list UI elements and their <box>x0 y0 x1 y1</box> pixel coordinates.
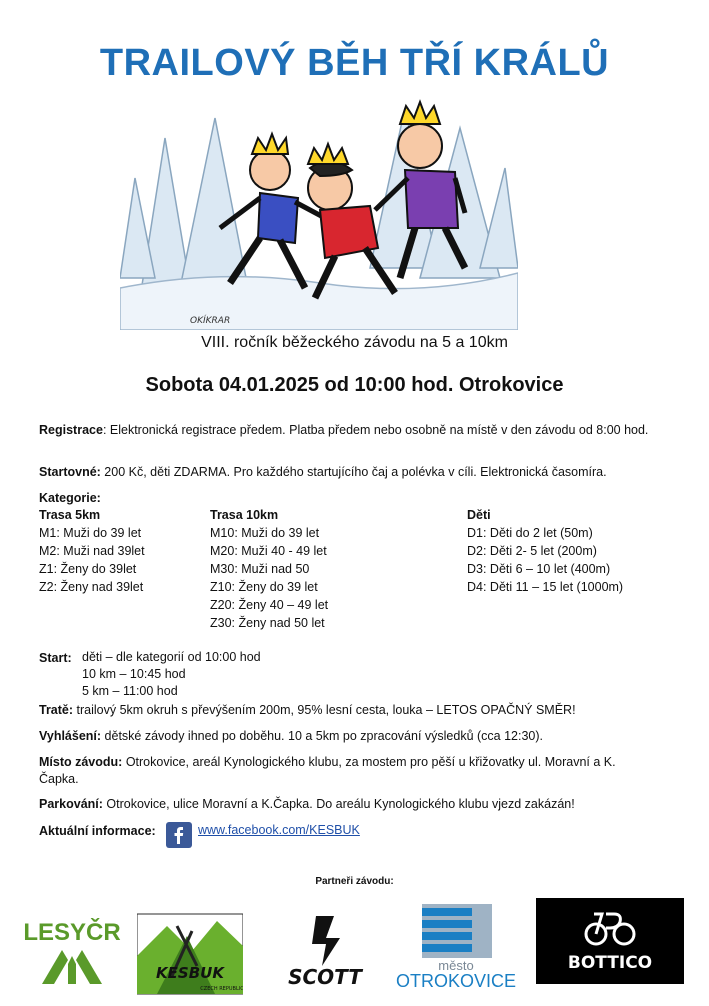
start-time-line: děti – dle kategorií od 10:00 hod <box>82 650 261 664</box>
bottico-logo[interactable] <box>536 898 684 984</box>
start-times <box>82 649 482 700</box>
category-column-head: Trasa 10km <box>210 508 279 522</box>
awards-label: Vyhlášení: <box>39 729 102 743</box>
parking-paragraph <box>39 796 669 813</box>
category-item: Z30: Ženy nad 50 let <box>210 616 325 630</box>
facebook-icon[interactable] <box>166 822 192 848</box>
date-location-line: Sobota 04.01.2025 od 10:00 hod. Otrokovice <box>145 374 564 396</box>
facebook-link[interactable]: www.facebook.com/KESBUK <box>198 823 360 837</box>
three-kings-illustration <box>120 98 518 330</box>
kesbuk-text: KESBUK <box>156 964 224 982</box>
illustration-svg <box>120 98 518 330</box>
category-item: M1: Muži do 39 let <box>39 526 142 540</box>
info-label-block <box>39 823 169 840</box>
kesbuk-logo[interactable] <box>137 896 243 996</box>
category-item: M2: Muži nad 39let <box>39 544 145 558</box>
info-label: Aktuální informace: <box>39 824 156 838</box>
lesy-cr-text: LESYČR <box>23 919 121 946</box>
category-item: D3: Děti 6 – 10 let (400m) <box>467 562 611 576</box>
edition-subtitle: VIII. ročník běžeckého závodu na 5 a 10km <box>201 334 508 351</box>
route-paragraph <box>39 702 669 719</box>
category-item: D4: Děti 11 – 15 let (1000m) <box>467 580 624 594</box>
bottico-text: BOTTICO <box>567 953 653 973</box>
lesy-cr-logo[interactable] <box>18 896 126 996</box>
start-label: Start: <box>39 651 72 665</box>
fee-text: 200 Kč, děti ZDARMA. Pro každého startujícího čaj a polévka v cíli. Elektronická časomíra. <box>100 465 607 479</box>
category-column-5km <box>39 506 204 596</box>
start-time-line: 5 km – 11:00 hod <box>82 684 178 698</box>
category-item: D2: Děti 2- 5 let (200m) <box>467 544 597 558</box>
awards-text: dětské závody ihned po doběhu. 10 a 5km po zpracování výsledků (cca 12:30). <box>101 729 543 743</box>
registration-paragraph <box>39 422 669 439</box>
categories-label: Kategorie: <box>39 491 101 505</box>
fee-label: Startovné: <box>39 465 101 479</box>
otrokovice-logo[interactable] <box>396 896 520 996</box>
fee-paragraph <box>39 464 669 481</box>
registration-text: : Elektronická registrace předem. Platba předem nebo osobně na místě v den závodu od 8:00 hod. <box>102 423 649 437</box>
route-label: Tratě: <box>39 703 74 717</box>
parking-text: Otrokovice, ulice Moravní a K.Čapka. Do areálu Kynologického klubu vjezd zakázán! <box>102 797 575 811</box>
scott-text: SCOTT <box>288 965 362 989</box>
registration-label: Registrace <box>39 423 103 437</box>
category-item: M10: Muži do 39 let <box>210 526 320 540</box>
otrokovice-name: OTROKOVICE <box>396 971 517 991</box>
category-column-10km <box>210 506 410 632</box>
category-item: Z1: Ženy do 39let <box>39 562 137 576</box>
parking-label: Parkování: <box>39 797 103 811</box>
illustrator-signature: OKÍKRAR <box>190 316 231 326</box>
otrokovice-town-word: město <box>438 958 474 973</box>
category-item: M30: Muži nad 50 <box>210 562 310 576</box>
category-column-head: Děti <box>467 508 491 522</box>
category-item: M20: Muži 40 - 49 let <box>210 544 327 558</box>
partners-label: Partneři závodu: <box>315 876 394 887</box>
route-text: trailový 5km okruh s převýšením 200m, 95% lesní cesta, louka – LETOS OPAČNÝ SMĚR! <box>73 703 576 717</box>
venue-paragraph <box>39 754 654 788</box>
categories-heading <box>39 490 669 507</box>
kesbuk-subtext: CZECH REPUBLIC <box>200 986 243 992</box>
poster-title: TRAILOVÝ BĚH TŘÍ KRÁLŮ <box>99 42 610 84</box>
category-item: D1: Děti do 2 let (50m) <box>467 526 593 540</box>
category-column-head: Trasa 5km <box>39 508 101 522</box>
venue-text: Otrokovice, areál Kynologického klubu, za mostem pro pěší u křižovatky ul. Moravní a K. Čapka. <box>39 755 616 786</box>
category-item: Z10: Ženy do 39 let <box>210 580 318 594</box>
start-time-line: 10 km – 10:45 hod <box>82 667 186 681</box>
category-column-kids <box>467 506 667 596</box>
category-item: Z2: Ženy nad 39let <box>39 580 144 594</box>
awards-paragraph <box>39 728 669 745</box>
category-item: Z20: Ženy 40 – 49 let <box>210 598 329 612</box>
scott-logo[interactable] <box>268 896 382 996</box>
venue-label: Místo závodu: <box>39 755 123 769</box>
